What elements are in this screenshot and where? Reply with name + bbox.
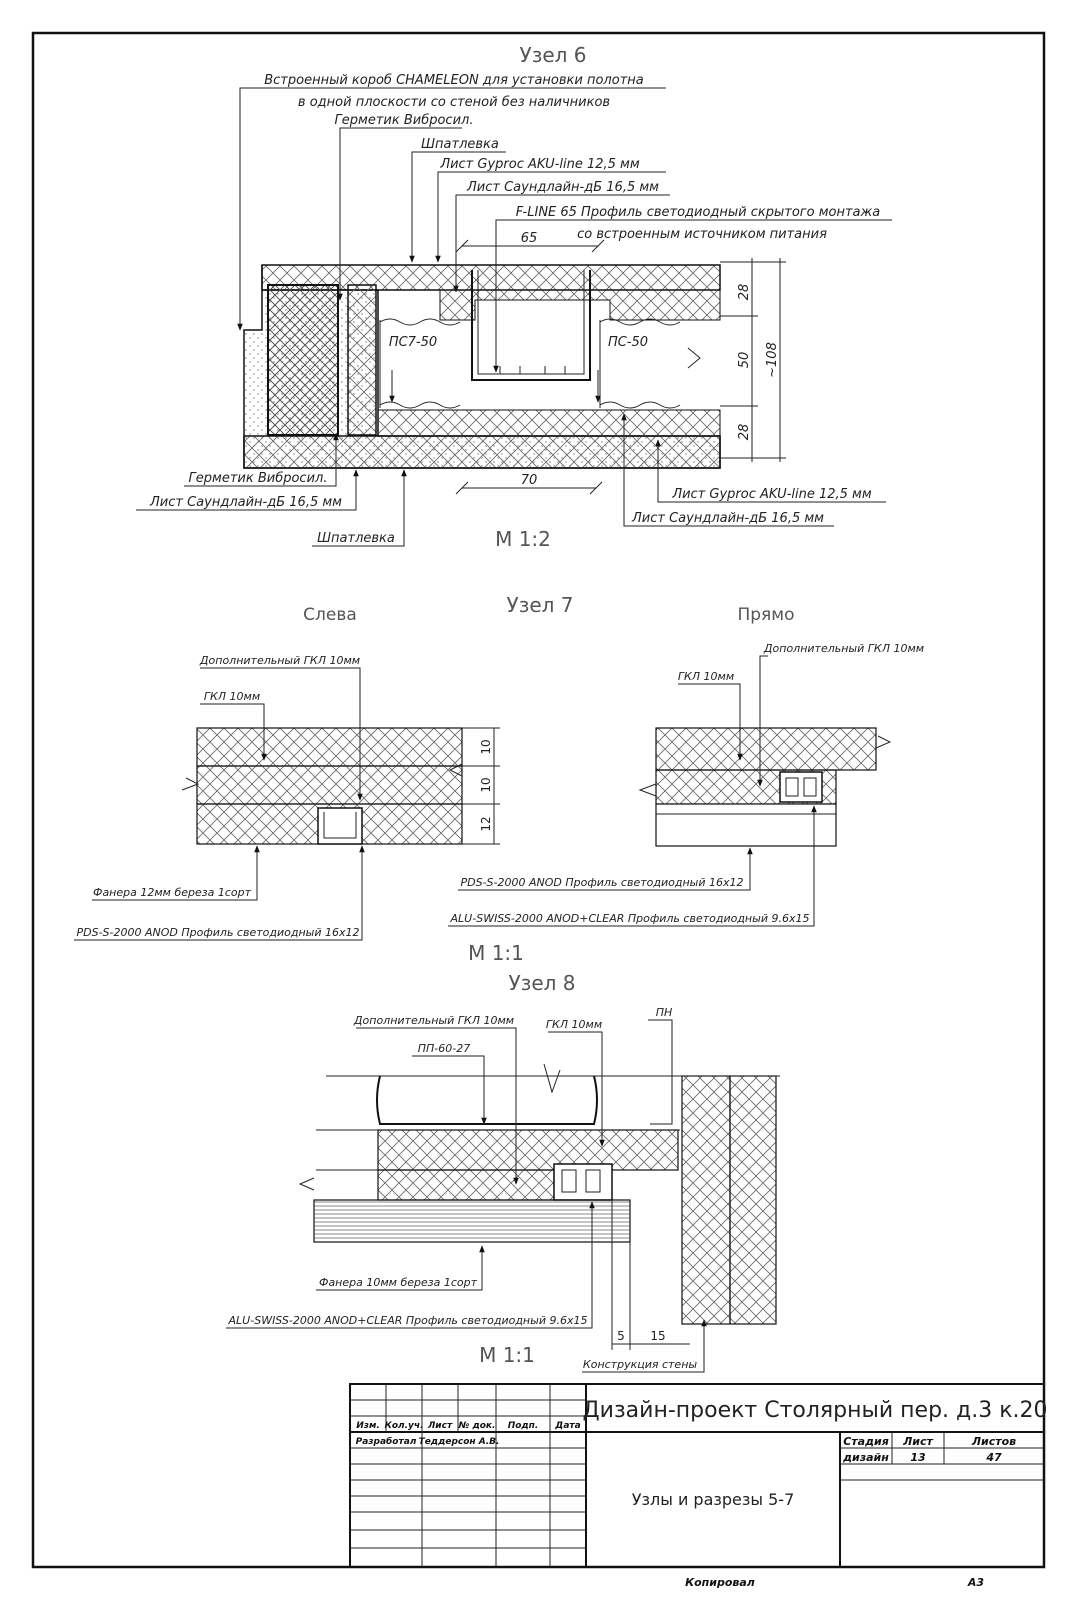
label-fline: F-LINE 65 Профиль светодиодный скрытого монтажа	[515, 205, 881, 220]
stamp-sheet-title: Узлы и разрезы 5-7	[631, 1490, 795, 1509]
node7-detail	[74, 593, 924, 965]
stamp-author: Теддерсон А.В.	[418, 1437, 500, 1447]
label-gkl-left: ГКЛ 10мм	[203, 690, 261, 703]
node7-right-title: Прямо	[737, 605, 795, 625]
label-plywood-left: Фанера 12мм береза 1сорт	[92, 886, 252, 899]
label-extra-gkl-right: Дополнительный ГКЛ 10мм	[763, 642, 925, 655]
label-pp: ПП-60-27	[417, 1042, 471, 1055]
label-soundline-bottom: Лист Саундлайн-дБ 16,5 мм	[150, 495, 342, 510]
label-sealant-bottom: Герметик Вибросил.	[188, 471, 328, 486]
label-plywood: Фанера 10мм береза 1сорт	[318, 1276, 478, 1289]
dim-10a: 10	[479, 739, 493, 755]
node6-scale: М 1:2	[495, 527, 551, 551]
label-gkl: ГКЛ 10мм	[545, 1018, 603, 1031]
stamp-lists-h: Листов	[971, 1435, 1017, 1448]
node7-scale: М 1:1	[468, 941, 524, 965]
dim-65: 65	[520, 231, 538, 246]
stamp-project: Дизайн-проект Столярный пер. д.3 к.20	[582, 1398, 1048, 1423]
label-gyproc-top: Лист Gyproc AKU-line 12,5 мм	[440, 157, 640, 172]
stamp-lists: 47	[986, 1451, 1002, 1464]
dim-50: 50	[737, 351, 752, 369]
stamp-list-h: Лист	[903, 1435, 933, 1448]
label-pds-left: PDS-S-2000 ANOD Профиль светодиодный 16х12	[76, 926, 360, 939]
stamp-h-ndok: № док.	[458, 1421, 496, 1431]
stamp-h-list: Лист	[427, 1421, 453, 1431]
label-alu-right: ALU-SWISS-2000 ANOD+CLEAR Профиль светодиодный 9.6х15	[450, 912, 810, 925]
footer-copied: Копировал	[685, 1576, 755, 1589]
node7-title: Узел 7	[506, 593, 574, 617]
label-putty-top: Шпатлевка	[421, 137, 499, 152]
stamp-list: 13	[910, 1451, 926, 1464]
label-ps-right: ПС-50	[607, 335, 649, 350]
stamp-role: Разработал	[355, 1437, 417, 1447]
dim-108: ~108	[765, 342, 780, 378]
dim-12: 12	[479, 816, 493, 832]
label-pds-right: PDS-S-2000 ANOD Профиль светодиодный 16х12	[460, 876, 744, 889]
node8-title: Узел 8	[508, 971, 576, 995]
label-ps-left: ПС7-50	[388, 335, 438, 350]
label-sealant-top: Герметик Вибросил.	[334, 113, 474, 128]
dim-70: 70	[520, 473, 538, 488]
stamp-h-podp: Подп.	[507, 1421, 539, 1431]
label-extra-gkl-left: Дополнительный ГКЛ 10мм	[199, 654, 361, 667]
node6-detail	[136, 43, 892, 551]
label-extra-gkl: Дополнительный ГКЛ 10мм	[353, 1014, 515, 1027]
label-soundline-bottom2: Лист Саундлайн-дБ 16,5 мм	[632, 511, 824, 526]
stamp-stage: дизайн	[843, 1451, 889, 1464]
label-fline2: со встроенным источником питания	[577, 227, 827, 242]
dim-28-bottom: 28	[737, 423, 752, 441]
label-gkl-right: ГКЛ 10мм	[677, 670, 735, 683]
node7-left-title: Слева	[303, 605, 357, 625]
node8-scale: М 1:1	[479, 1343, 535, 1367]
label-wall: Конструкция стены	[582, 1358, 698, 1371]
label-box2: в одной плоскости со стеной без наличников	[297, 95, 611, 110]
dim-10b: 10	[479, 777, 493, 793]
label-pn: ПН	[655, 1006, 673, 1019]
dim-5: 5	[617, 1329, 625, 1343]
sheet-frame	[33, 33, 1044, 1567]
stamp-h-data: Дата	[555, 1421, 581, 1431]
label-box: Встроенный короб CHAMELEON для установки полотна	[264, 73, 644, 88]
dim-28-top: 28	[737, 283, 752, 301]
dim-15: 15	[650, 1329, 666, 1343]
label-alu: ALU-SWISS-2000 ANOD+CLEAR Профиль светодиодный 9.6х15	[228, 1314, 588, 1327]
node8-detail	[226, 971, 780, 1372]
title-block	[350, 1384, 1048, 1567]
label-putty-bottom: Шпатлевка	[317, 531, 395, 546]
stamp-h-izm: Изм.	[356, 1421, 380, 1431]
stamp-h-kol: Кол.уч.	[384, 1421, 424, 1431]
stamp-stage-h: Стадия	[843, 1435, 889, 1448]
footer-format: А3	[967, 1576, 985, 1589]
label-soundline-top: Лист Саундлайн-дБ 16,5 мм	[467, 180, 659, 195]
node6-title: Узел 6	[519, 43, 587, 67]
label-gyproc-bottom: Лист Gyproc AKU-line 12,5 мм	[672, 487, 872, 502]
